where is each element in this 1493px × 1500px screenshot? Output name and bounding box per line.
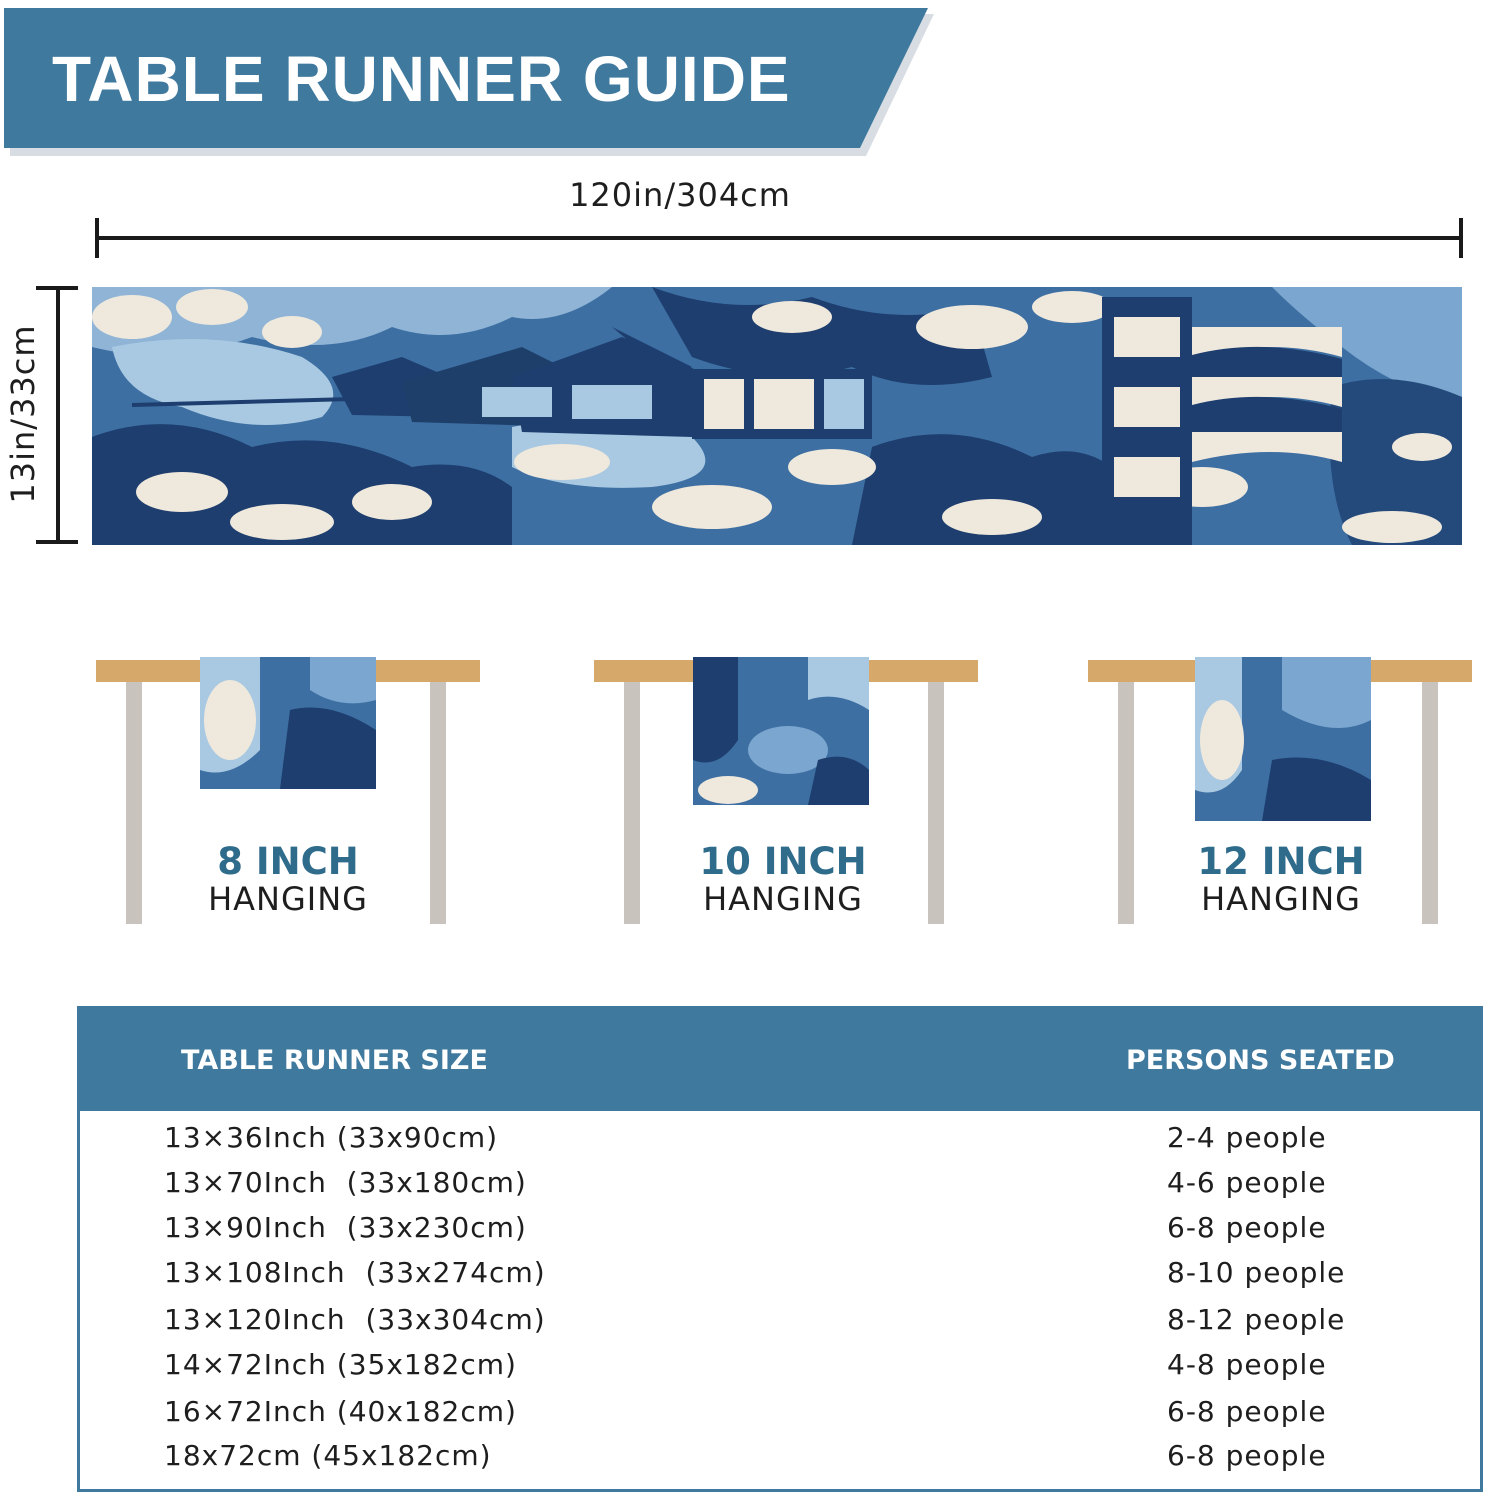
table-row bbox=[80, 1303, 1480, 1343]
hanging-10-label: HANGING bbox=[703, 880, 863, 918]
persons-cell: 2-4 people bbox=[1167, 1121, 1327, 1154]
persons-cell: 6-8 people bbox=[1167, 1439, 1327, 1472]
persons-cell: 4-6 people bbox=[1167, 1166, 1327, 1199]
persons-cell: 4-8 people bbox=[1167, 1348, 1327, 1381]
size-cell: 18x72cm (45x182cm) bbox=[164, 1439, 492, 1472]
hanging-10-number: 10 INCH bbox=[699, 840, 867, 883]
size-table bbox=[77, 1006, 1483, 1492]
page-title: TABLE RUNNER GUIDE bbox=[52, 43, 791, 115]
table-header bbox=[80, 1009, 1480, 1111]
persons-cell: 8-10 people bbox=[1167, 1256, 1346, 1289]
table-row bbox=[80, 1348, 1480, 1388]
column-header-persons: PERSONS SEATED bbox=[1126, 1045, 1395, 1076]
table-row bbox=[80, 1166, 1480, 1206]
size-cell: 14×72Inch (35x182cm) bbox=[164, 1348, 517, 1381]
persons-cell: 8-12 people bbox=[1167, 1303, 1346, 1336]
persons-cell: 6-8 people bbox=[1167, 1211, 1327, 1244]
hanging-8-label: HANGING bbox=[208, 880, 368, 918]
table-row bbox=[80, 1395, 1480, 1435]
table-row bbox=[80, 1211, 1480, 1251]
length-dimension-line bbox=[90, 212, 1470, 262]
size-cell: 16×72Inch (40x182cm) bbox=[164, 1395, 517, 1428]
hanging-8-number: 8 INCH bbox=[217, 840, 359, 883]
size-cell: 13×108Inch (33x274cm) bbox=[164, 1256, 546, 1289]
hanging-12-number: 12 INCH bbox=[1197, 840, 1365, 883]
table-row bbox=[80, 1256, 1480, 1296]
size-cell: 13×120Inch (33x304cm) bbox=[164, 1303, 546, 1336]
column-header-size: TABLE RUNNER SIZE bbox=[181, 1045, 488, 1076]
size-cell: 13×70Inch (33x180cm) bbox=[164, 1166, 527, 1199]
table-row bbox=[80, 1121, 1480, 1161]
width-dimension-line bbox=[30, 284, 80, 550]
size-cell: 13×90Inch (33x230cm) bbox=[164, 1211, 527, 1244]
width-dimension-label: 13in/33cm bbox=[4, 324, 42, 504]
hanging-12-label: HANGING bbox=[1201, 880, 1361, 918]
table-row bbox=[80, 1439, 1480, 1479]
persons-cell: 6-8 people bbox=[1167, 1395, 1327, 1428]
size-cell: 13×36Inch (33x90cm) bbox=[164, 1121, 499, 1154]
length-dimension-label: 120in/304cm bbox=[569, 176, 791, 214]
table-runner-image bbox=[92, 287, 1462, 545]
